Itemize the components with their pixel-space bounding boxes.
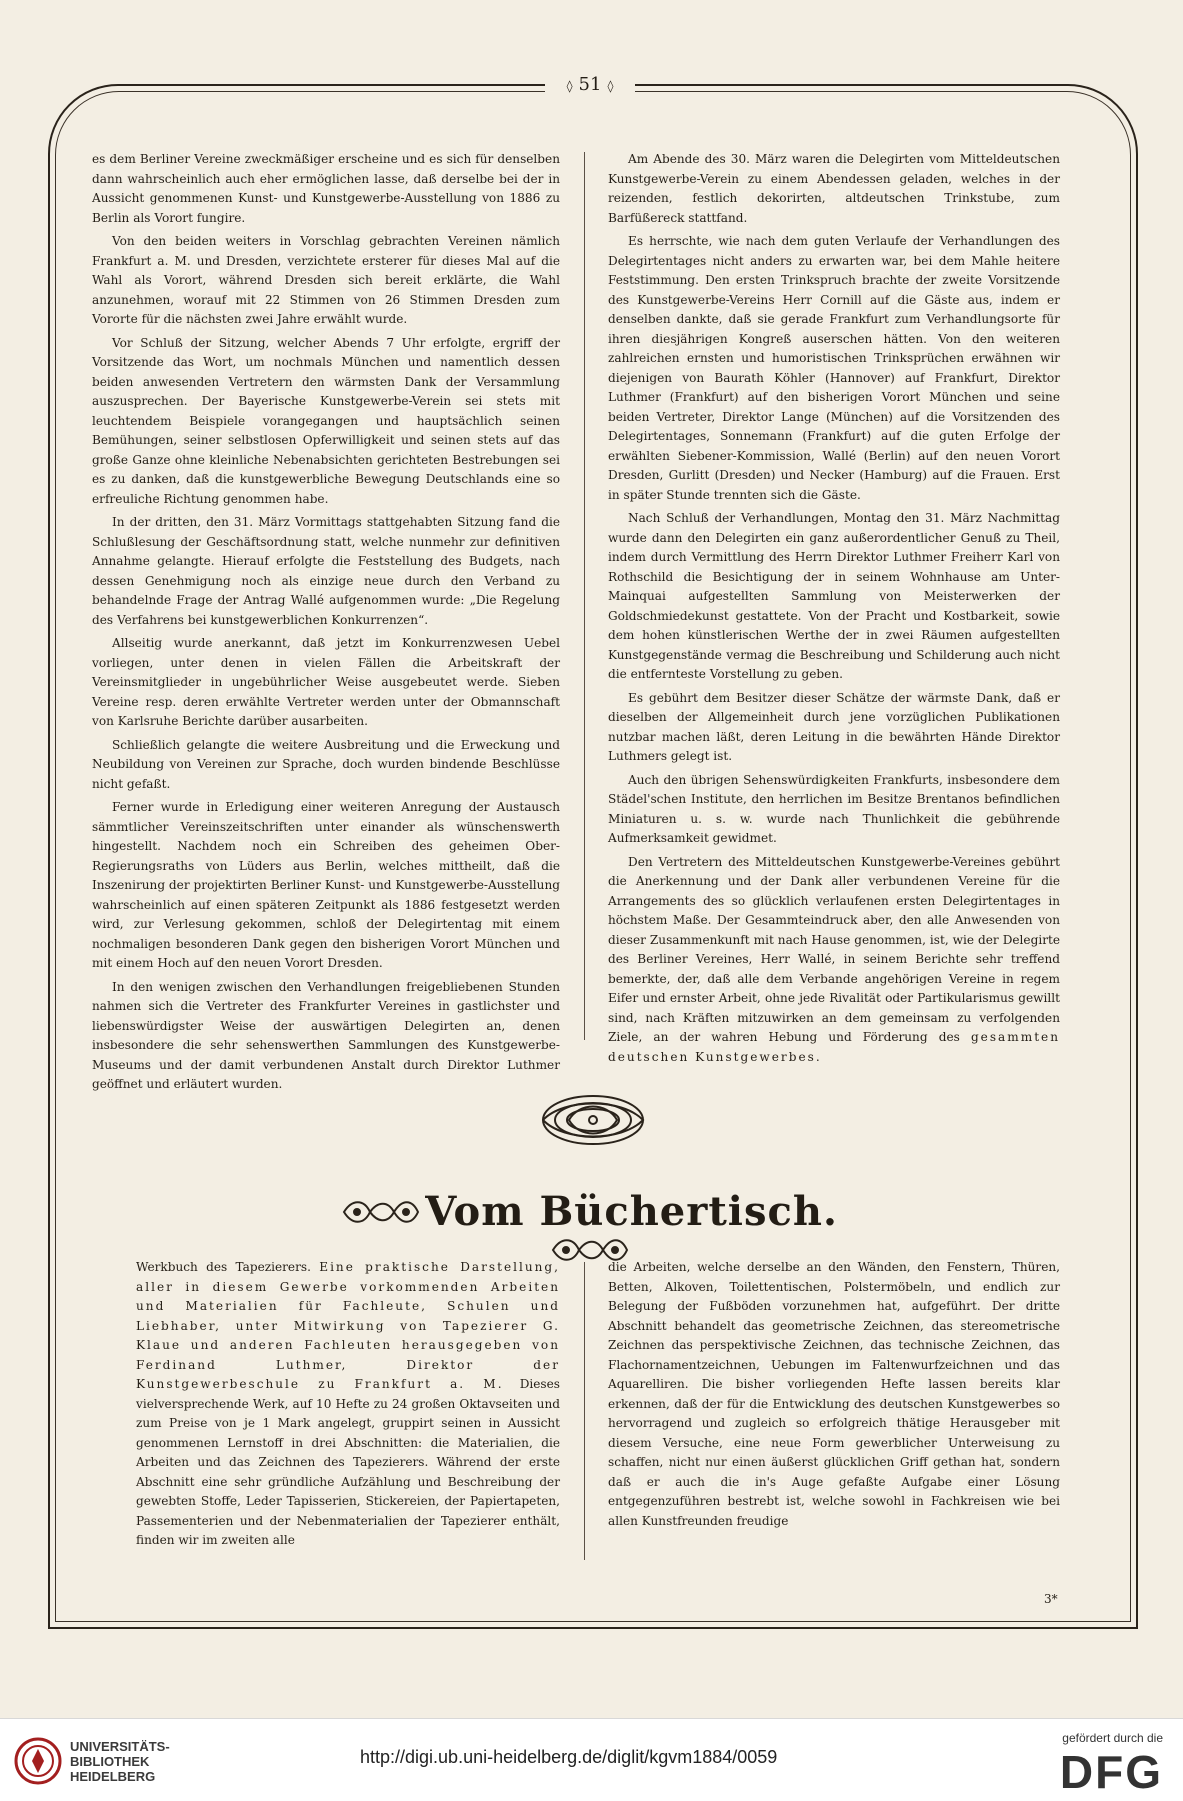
library-name[interactable]	[70, 1739, 170, 1784]
paragraph: In den wenigen zwischen den Verhandlungen freigebliebenen Stunden nahmen sich die Vertreter des Frankfurter Vereines in gastlichster und liebenswürdigster Weise der auswärtigen Delegirten an, denen insbesondere die sehr sehenswerthen Sammlungen des Kunstgewerbe-Museums und der damit verbundenen Anstalt durch Direktor Luthmer geöffnet und erläutert wurden.	[92, 979, 560, 1091]
column-divider	[584, 152, 585, 1040]
paragraph: Es gebührt dem Besitzer dieser Schätze der wärmste Dank, daß er dieselben der Allgemeinheit durch jene vorzüglichen Publikationen nutzbar machen läßt, deren Leitung in die bewährten Hände Direktor Luthmers gelegt ist.	[608, 690, 1060, 763]
section-heading	[330, 1188, 850, 1244]
paragraph	[608, 853, 1060, 1068]
flourish-ornament-icon	[534, 1088, 652, 1152]
review-right-column	[608, 1258, 1060, 1535]
column-divider	[584, 1262, 585, 1560]
ornament-right-icon: ◊	[607, 79, 614, 93]
paragraph: Am Abende des 30. März waren die Delegirten vom Mitteldeutschen Kunstgewerbe-Verein zu einem Abendessen geladen, welches in der reizenden, festlich dekorirten, altdeutschen Trinkstube, zum Barfüßereck stattfand.	[608, 152, 1060, 225]
spaced-emphasis: gesammten deutschen Kunstgewerbes.	[608, 1030, 1060, 1064]
university-seal-icon[interactable]	[14, 1737, 62, 1785]
dfg-logo[interactable]: DFG	[1059, 1746, 1163, 1798]
paragraph: Auch den übrigen Sehenswürdigkeiten Frankfurts, insbesondere dem Städel'schen Institute, den herrlichen im Besitze Brentanos befindlichen Miniaturen u. s. w. wurde nach Thunlichkeit die gebührende Aufmerksamkeit gewidmet.	[608, 772, 1060, 845]
footer-bar	[0, 1718, 1183, 1801]
paragraph: Nach Schluß der Verhandlungen, Montag den 31. März Nachmittag wurde dann den Delegirten ein ganz außerordentlicher Genuß zu Theil, indem durch Vermittlung des Herrn Direktor Luthmer Freiherr Karl von Rothschild die Besichtigung der in seinem Wohnhause am Unter-Mainquai aufgestellten Sammlung von Meisterwerken der Goldschmiedekunst gestattete. Von der Pracht und Kostbarkeit, sowie dem hohen künstlerischen Werthe der in zwei Räumen aufgestellten Kunstgegenstände vermag die Beschreibung und Schilderung auch nicht die entfernteste Vorstellung zu geben.	[608, 511, 1060, 681]
paragraph: Vor Schluß der Sitzung, welcher Abends 7 Uhr erfolgte, ergriff der Vorsitzende das Wort, um nochmals München und namentlich dessen beiden anwesenden Vertretern den wärmsten Dank der Versammlung auszusprechen. Der Bayerische Kunstgewerbe-Verein sei stets mit leuchtendem Beispiele vorangegangen und hauptsächlich seinen Bemühungen, seiner selbstlosen Opferwilligkeit und seinen stets auf das große Ganze ohne kleinliche Nebenabsichten gerichteten Bestrebungen sei es zu danken, daß die kunstgewerbliche Bewegung Deutschlands eine so erfreuliche Richtung genommen habe.	[92, 335, 560, 506]
review-left-column	[136, 1258, 560, 1555]
paragraph-text: Den Vertretern des Mitteldeutschen Kunstgewerbe-Vereines gebührt die Anerkennung und der Dank aller verbundenen Vereine für die Arrangements des so glücklich verlaufenen ersten Delegirtentages in höchstem Maße. Der Gesammteindruck aber, den alle Anwesenden von dieser Zusammenkunft mit nach Hause genommen, ist, wie der Delegirte des Berliner Vereines, Herr Wallé, in seinem Berichte sehr treffend bemerkte, der, daß alle dem Verbande angehörigen Vereine in regem Eifer und ernster Arbeit, ohne jede Rivalität oder Partikularismus gewillt sind, nach Kräften mitzuwirken an dem gemeinsam zu verfolgenden Ziele, an der wahren Hebung und Förderung des	[608, 854, 1060, 1044]
paragraph: Ferner wurde in Erledigung einer weiteren Anregung der Austausch sämmtlicher Vereinszeitschriften unter einander als wünschenswerth hingestellt. Nachdem noch ein Schreiben des geheimen Ober-Regierungsraths von Lüders aus Berlin, welches mittheilt, daß die Inszenirung der projektirten Berliner Kunst- und Kunstgewerbe-Ausstellung wahrscheinlich auf einen späteren Zeitpunkt als 1886 festgesetzt werden wird, zur Verlesung gekommen, schloß der Delegirtentag mit einem nochmaligen besonderen Dank gegen den bisherigen Vorort München und mit einem Hoch auf den neuen Vorort Dresden.	[92, 800, 560, 970]
paragraph: es dem Berliner Vereine zweckmäßiger erscheine und es sich für denselben dann wahrscheinlich auch eher ermöglichen lasse, daß derselbe bei der in Aussicht genommenen Kunst- und Kunstgewerbe-Ausstellung von 1886 zu Berlin als Vorort fungire.	[92, 152, 560, 225]
section-title: Vom Büchertisch.	[425, 1188, 838, 1235]
paragraph: In der dritten, den 31. März Vormittags stattgehabten Sitzung fand die Schlußlesung der Geschäftsordnung statt, welche nunmehr zur definitiven Annahme gelangte. Hierauf erfolgte die Feststellung des Budgets, nach dessen Genehmigung noch als einzige neue durch den Verband zu behandelnde Frage der Antrag Wallé aufgenommen wurde: „Die Regelung des Verfahrens bei kunstgewerblichen Konkurrenzen“.	[92, 515, 560, 627]
page-number: 51	[578, 74, 602, 95]
spaced-emphasis: Eine praktische Darstellung, aller in diesem Gewerbe vorkommenden Arbeiten und Materialien für Fachleute, Schulen und Liebhaber, unter Mitwirkung von Tapezierer G. Klaue und anderen Fachleuten herausgegeben von Ferdinand Luthmer, Direktor der Kunstgewerbeschule zu Frankfurt a. M.	[136, 1260, 561, 1391]
book-title: Werkbuch des Tapezierers.	[136, 1260, 311, 1274]
library-name-line: HEIDELBERG	[70, 1769, 156, 1784]
article-left-column	[92, 150, 560, 1099]
sponsor-text: gefördert durch die	[1062, 1731, 1163, 1745]
permalink-url[interactable]: http://digi.ub.uni-heidelberg.de/diglit/kgvm1884/0059	[360, 1747, 778, 1767]
page-number-header	[545, 72, 635, 98]
library-name-line: BIBLIOTHEK	[70, 1754, 150, 1769]
ornament-left-icon: ◊	[566, 79, 573, 93]
paragraph: Von den beiden weiters in Vorschlag gebrachten Vereinen nämlich Frankfurt a. M. und Dresden, verzichtete ersterer für dieses Mal auf die Wahl als Vorort, während Dresden sich bereit erklärte, die Wahl anzunehmen, worauf mit 22 Stimmen von 26 Stimmen Dresden zum Vororte für die nächsten zwei Jahre erwählt wurde.	[92, 234, 560, 326]
article-right-column	[608, 150, 1060, 1071]
paragraph: die Arbeiten, welche derselbe an den Wänden, den Fenstern, Thüren, Betten, Alkoven, Toilettentischen, Polstermöbeln, und endlich zur Belegung der Fußböden vorzunehmen hat, aufgeführt. Der dritte Abschnitt behandelt das geometrische Zeichnen, das stereometrische Zeichnen das perspektivische Zeichnen, das technische Zeichnen, das Flachornamentzeichnen, Uebungen im Faltenwurfzeichnen und das Aquarelliren. Die bisher vorliegenden Hefte lassen bereits klar erkennen, daß der für die Entwicklung des deutschen Kunstgewerbes so hervorragend und zugleich so erfolgreich thätige Herausgeber mit diesem Versuche, eine neue Form gewerblicher Unterweisung zu schaffen, nicht nur einen äußerst glücklichen Griff gethan hat, sondern daß er auch die in's Auge gefaßte Aufgabe einer Lösung entgegenzuführen bestrebt ist, welche sowohl in Fachkreisen wie bei allen Kunstfreunden freudige	[608, 1260, 1060, 1528]
paragraph	[136, 1258, 560, 1551]
paragraph-text: Dieses vielversprechende Werk, auf 10 Hefte zu 24 großen Oktavseiten und zum Preise von je 1 Mark angelegt, gruppirt seinen in Aussicht genommenen Lernstoff in drei Abschnitten: die Materialien, die Arbeiten und das Zeichnen des Tapezierers. Während der erste Abschnitt eine sehr gründliche Aufzählung und Beschreibung der gewebten Stoffe, Leder Tapisserien, Stickereien, der Papiertapeten, Passementerien und der Nebenmaterialien der Tapezierer enthält, finden wir im zweiten alle	[136, 1377, 560, 1547]
paragraph: Allseitig wurde anerkannt, daß jetzt im Konkurrenzwesen Uebel vorliegen, unter denen in vielen Fällen die Arbeitskraft der Vereinsmitglieder in ungebührlicher Weise ausgebeutet werde. Sieben Vereine resp. deren erwählte Vertreter werden unter der Obmannschaft von Karlsruhe Berichte darüber ausarbeiten.	[92, 636, 560, 728]
signature-mark: 3*	[1044, 1592, 1058, 1606]
library-name-line: UNIVERSITÄTS-	[70, 1739, 170, 1754]
heading-ornament-left-icon	[342, 1197, 420, 1227]
paragraph: Schließlich gelangte die weitere Ausbreitung und die Erweckung und Neubildung von Vereinen zur Sprache, doch wurden bindende Beschlüsse nicht gefaßt.	[92, 737, 560, 791]
paragraph: Es herrschte, wie nach dem guten Verlaufe der Verhandlungen des Delegirtentages nicht anders zu erwarten war, bei dem Mahle heitere Feststimmung. Den ersten Trinkspruch brachte der zweite Vorsitzende des Kunstgewerbe-Vereins Herr Cornill auf die Gäste aus, indem er denselben dankte, daß sie gerade Frankfurt zum Verhandlungsorte für ihren diesjährigen Kongreß auserschen hätten. Von den weiteren zahlreichen ernsten und humoristischen Trinksprüchen erwähnen wir diejenigen von Baurath Köhler (Hannover) auf Frankfurt, Direktor Luthmer (Frankfurt) auf den bisherigen Vorort München und seine beiden Vertreter, Direktor Lange (München) auf die Vorsitzenden des Delegirtentages, Sonnemann (Frankfurt) auf die guten Erfolge der erwählten Siebener-Kommission, Wallé (Berlin) auf den neuen Vorort Dresden, Gurlitt (Dresden) und Necker (Hamburg) auf die Frauen. Erst in später Stunde trennten sich die Gäste.	[608, 234, 1060, 502]
